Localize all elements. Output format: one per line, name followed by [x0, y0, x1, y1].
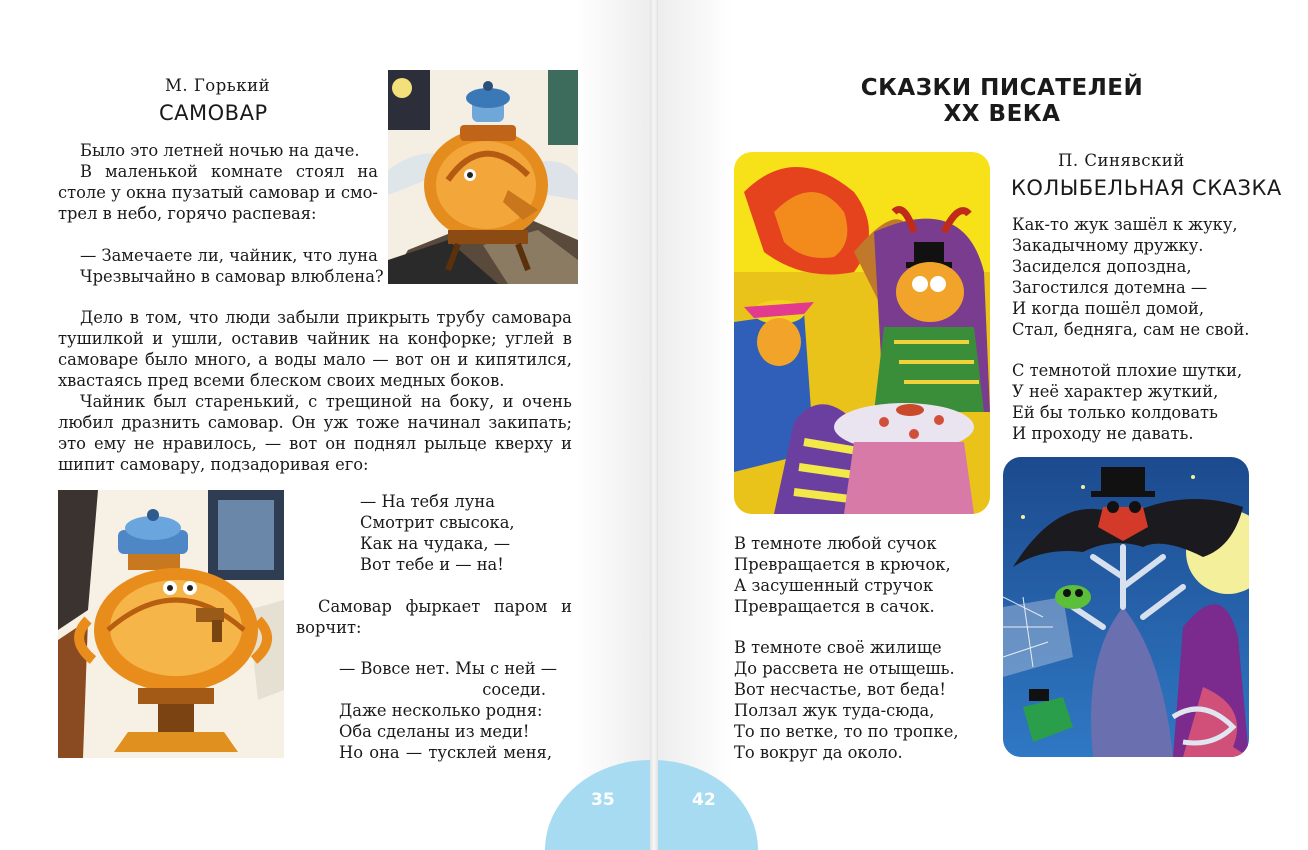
book-gutter — [650, 0, 658, 850]
right-stanza-1 — [1012, 214, 1249, 340]
samovar-top-illustration — [388, 70, 578, 284]
text-line: В маленькой комнате стоял на — [80, 162, 378, 181]
verse-line: Стал, бедняга, сам не свой. — [1012, 320, 1250, 339]
verse-line: Ползал жук туда-сюда, — [734, 701, 935, 720]
left-author: М. Горький — [165, 76, 271, 95]
text-line: это ему не нравилось, — вот он поднял рыльце кверху и — [58, 434, 572, 453]
verse-line: — Замечаете ли, чайник, что луна — [80, 246, 378, 265]
text-line: Было это летней ночью на даче. — [80, 141, 360, 160]
verse-line: Оба сделаны из меди! — [339, 722, 530, 741]
text-line: самоваре было много, а воды мало — вот он и кипятился, — [58, 350, 572, 369]
verse-line: В темноте своё жилище — [734, 638, 942, 657]
verse-line: Превращается в крючок, — [734, 555, 951, 574]
verse-line: Загостился дотемна — — [1012, 278, 1208, 297]
verse-line: До рассвета не отыщешь. — [734, 659, 955, 678]
right-stanza-3 — [734, 533, 951, 617]
section-title-line-1: СКАЗКИ ПИСАТЕЛЕЙ — [860, 75, 1144, 101]
text-line: шипит самовару, подзадоривая его: — [58, 455, 369, 474]
verse-line: То по ветке, то по тропке, — [734, 722, 959, 741]
verse-line: Закадычному дружку. — [1012, 236, 1204, 255]
section-title-line-2: XX ВЕКА — [943, 101, 1061, 127]
text-line: Чайник был старенький, с трещиной на боку, и очень — [80, 392, 572, 411]
verse-line: То вокруг да около. — [734, 743, 903, 762]
right-page — [654, 0, 1308, 850]
right-author: П. Синявский — [1058, 151, 1185, 170]
right-stanza-4 — [734, 637, 959, 763]
left-paragraph-3 — [58, 391, 572, 475]
text-line: любил дразнить самовар. Он уж тоже начинал закипать; — [58, 413, 572, 432]
verse-line: Смотрит свысока, — [360, 513, 515, 532]
verse-line: У неё характер жуткий, — [1012, 382, 1219, 401]
verse-line: Превращается в сачок. — [734, 597, 935, 616]
left-paragraph-2 — [58, 307, 572, 391]
text-line: Дело в том, что люди забыли прикрыть трубу самовара — [80, 308, 572, 327]
verse-line: — Вовсе нет. Мы с ней — — [339, 659, 558, 678]
left-paragraph-1 — [80, 140, 378, 182]
left-paragraph-4 — [296, 596, 572, 638]
verse-line: Вот несчастье, вот беда! — [734, 680, 946, 699]
night-bat-illustration — [1003, 457, 1249, 757]
section-title — [842, 75, 1162, 127]
verse-line: И когда пошёл домой, — [1012, 299, 1205, 318]
left-paragraph-1-cont — [58, 182, 378, 224]
left-verse-3 — [339, 658, 572, 763]
verse-line: Как-то жук зашёл к жуку, — [1012, 215, 1238, 234]
verse-line: соседи. — [482, 680, 546, 699]
verse-line: Но она — тусклей меня, — [339, 743, 552, 762]
verse-line: А засушенный стручок — [734, 576, 934, 595]
page-number-left: 35 — [591, 790, 615, 810]
verse-line: С темнотой плохие шутки, — [1012, 361, 1243, 380]
verse-line: Засиделся допоздна, — [1012, 257, 1192, 276]
left-verse-1 — [80, 245, 384, 287]
text-line: тушилкой и ушли, оставив чайник на конфорке; углей в — [58, 329, 572, 348]
page-number-right: 42 — [692, 790, 716, 810]
verse-line: Ей бы только колдовать — [1012, 403, 1218, 422]
verse-line: Как на чудака, — — [360, 534, 510, 553]
text-line: хвастаясь пред всеми блеском своих медных боков. — [58, 371, 505, 390]
text-line: ворчит: — [296, 618, 362, 637]
verse-line: — На тебя луна — [360, 492, 495, 511]
beetles-tea-party-illustration — [734, 152, 990, 514]
verse-line: В темноте любой сучок — [734, 534, 937, 553]
right-stanza-2 — [1012, 360, 1242, 444]
verse-line: Даже несколько родня: — [339, 701, 543, 720]
verse-line: Вот тебе и — на! — [360, 555, 504, 574]
left-title: САМОВАР — [159, 101, 268, 125]
text-line: Самовар фыркает паром и — [318, 597, 572, 616]
verse-line: И проходу не давать. — [1012, 424, 1194, 443]
right-title: КОЛЫБЕЛЬНАЯ СКАЗКА — [1011, 176, 1282, 200]
left-verse-2 — [360, 491, 515, 575]
samovar-bottom-illustration — [58, 490, 284, 758]
verse-line: Чрезвычайно в самовар влюблена? — [80, 267, 384, 286]
text-line: трел в небо, горячо распевая: — [58, 204, 317, 223]
text-line: столе у окна пузатый самовар и смо- — [58, 183, 378, 202]
